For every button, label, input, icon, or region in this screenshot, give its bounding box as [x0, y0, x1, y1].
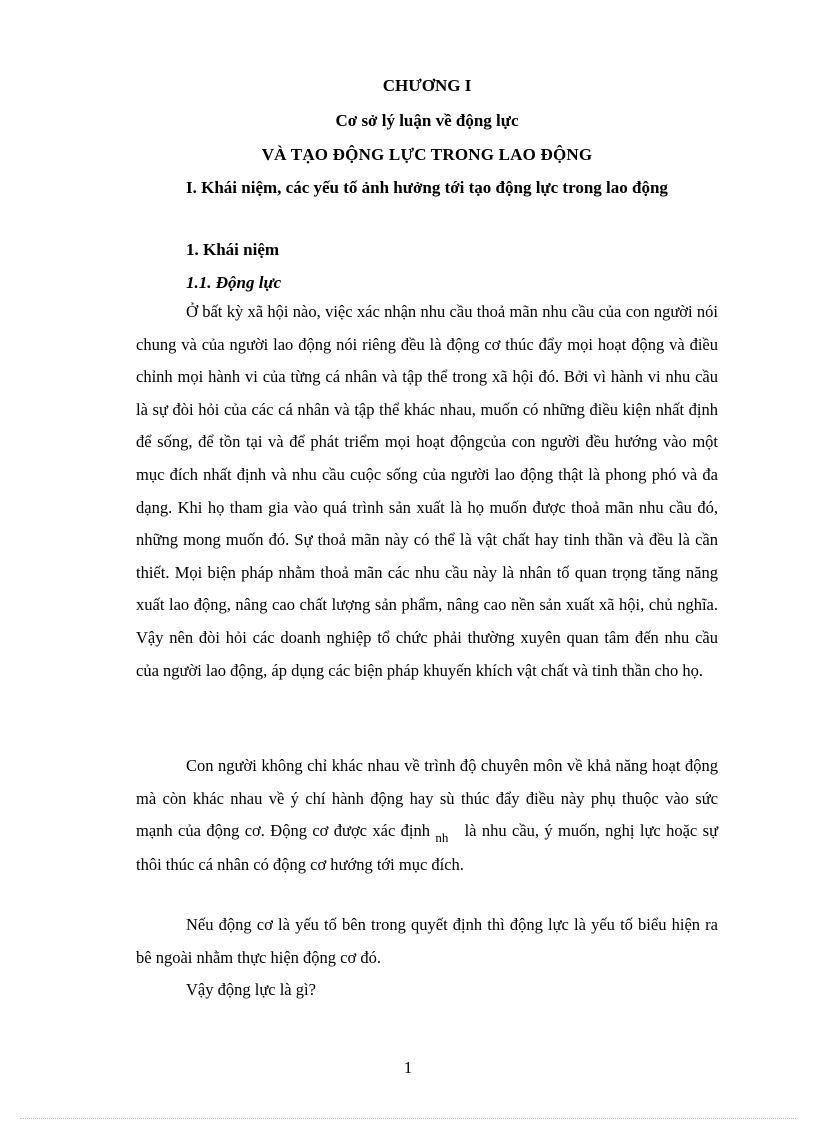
body-block-4	[136, 974, 718, 1007]
paragraph-2-subscript: nh	[435, 830, 449, 846]
page-number: 1	[403, 1058, 413, 1077]
chapter-subtitle-2: VÀ TẠO ĐỘNG LỰC TRONG LAO ĐỘNG	[261, 145, 593, 164]
paragraph-3: Nếu động cơ là yếu tố bên trong quyết định thì động lực là yếu tố biểu hiện ra bê ngoài nhằm thực hiện động cơ đó.	[136, 915, 718, 967]
section-heading-1-1: 1.1. Động lực	[186, 273, 282, 292]
footer-dotted-rule	[20, 1118, 796, 1119]
chapter-title: CHƯƠNG I	[382, 76, 472, 95]
body-block-2	[136, 750, 718, 881]
body-block-1	[136, 296, 718, 687]
section-heading-roman: I. Khái niệm, các yếu tố ảnh hưởng tới tạo động lực trong lao động	[186, 178, 668, 197]
paragraph-2-part-2: là nhu cầu, ý muốn, nghị lực hoặc sự thôi thúc cá nhân có động cơ hướng tới mục đích.	[136, 821, 719, 874]
paragraph-2-part-1: Con người không chỉ khác nhau về trình độ chuyên môn về khả năng hoạt động mà còn khác nhau về ý chí hành động hay sù thúc đẩy điều này phụ thuộc vào sức mạnh của động cơ. Động cơ được xác định	[136, 756, 718, 841]
chapter-subtitle-1: Cơ sở lý luận về động lực	[335, 111, 519, 130]
paragraph-4: Vậy động lực là gì?	[186, 980, 316, 999]
paragraph-2	[136, 750, 718, 881]
section-heading-1: 1. Khái niệm	[186, 240, 280, 259]
paragraph-1: Ở bất kỳ xã hội nào, việc xác nhận nhu cầu thoả mãn nhu cầu của con người nói chung và của người lao động nói riêng đều là động cơ thúc đẩy mọi hoạt động và điều chỉnh mọi hành vi của từng cá nhân và tập thể trong xã hội đó. Bởi vì hành vi nhu cầu là sự đòi hỏi của các cá nhân và tập thể khác nhau, muốn có những điều kiện nhất định để sống, để tồn tại và để phát triểm mọi hoạt độngcủa con người đều hướng vào một mục đích nhất định và nhu cầu cuộc sống của người lao động thật là phong phó và đa dạng. Khi họ tham gia vào quá trình sản xuất là họ muốn được thoả mãn nhu cầu đó, những mong muốn đó. Sự thoả mãn này có thể là vật chất hay tinh thần và đều là cần thiết. Mọi biện pháp nhằm thoả mãn các nhu cầu này là nhân tố quan trọng tăng năng xuất lao động, nâng cao chất lượng sản phẩm, nâng cao nền sản xuất xã hội, chủ nghĩa. Vậy nên đòi hỏi các doanh nghiệp tổ chức phải thường xuyên quan tâm đến nhu cầu của người lao động, áp dụng các biện pháp khuyến khích vật chất và tinh thần cho họ.	[136, 302, 718, 680]
body-block-3	[136, 909, 718, 974]
